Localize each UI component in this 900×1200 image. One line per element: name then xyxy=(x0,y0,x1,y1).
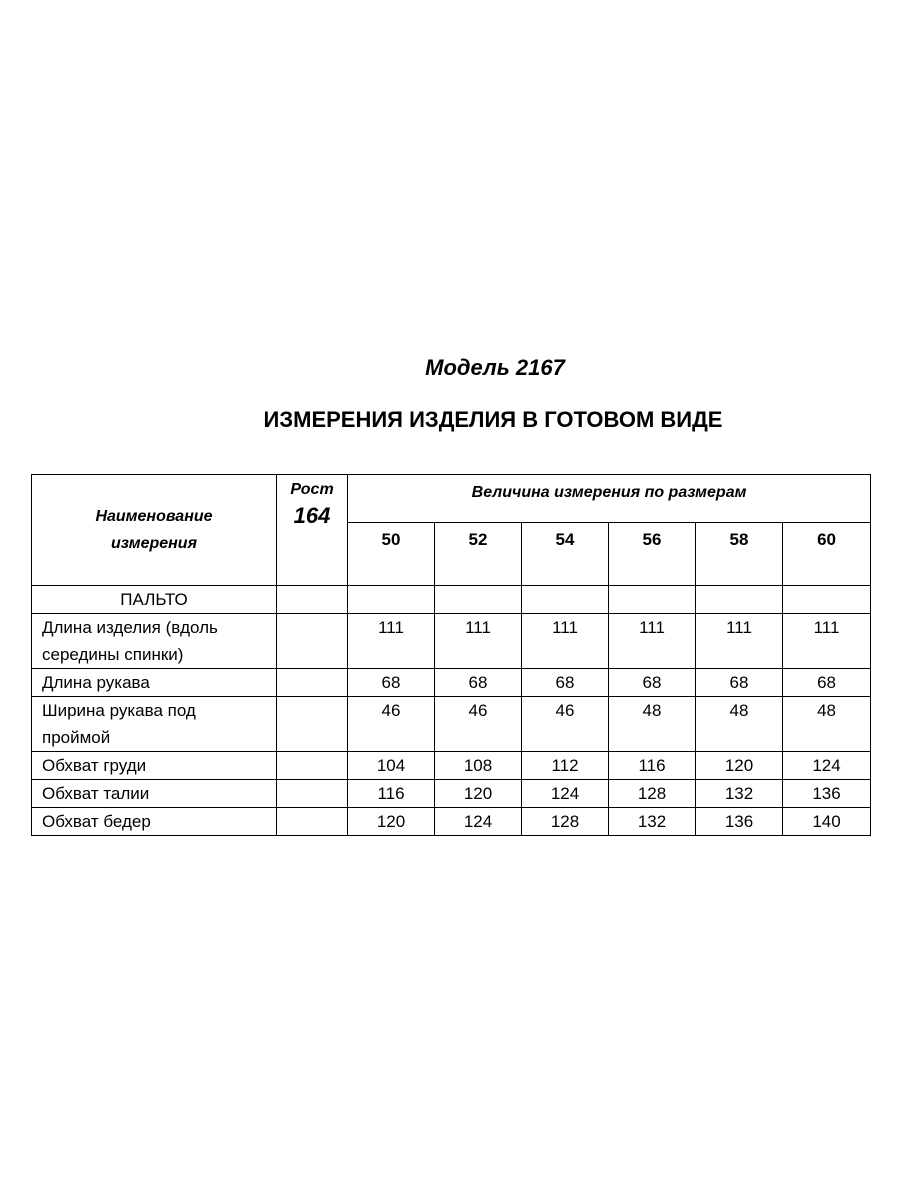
height-label: Рост xyxy=(290,481,334,498)
value-cell: 120 xyxy=(696,752,783,780)
value-cell: 120 xyxy=(435,780,522,808)
height-cell xyxy=(277,780,348,808)
measurement-name-line1: Ширина рукава под xyxy=(42,701,196,720)
height-header xyxy=(277,475,348,586)
measurement-name xyxy=(32,614,277,669)
value-cell: 48 xyxy=(783,697,871,752)
value-cell: 68 xyxy=(783,669,871,697)
section-label: ПАЛЬТО xyxy=(32,586,277,614)
table-row xyxy=(32,808,871,836)
table-row xyxy=(32,752,871,780)
value-cell: 111 xyxy=(696,614,783,669)
measurements-table xyxy=(31,474,871,836)
measurement-name: Обхват груди xyxy=(32,752,277,780)
size-header-cell: 52 xyxy=(435,523,522,586)
size-header-cell: 50 xyxy=(348,523,435,586)
empty-cell xyxy=(277,586,348,614)
measurement-name: Обхват талии xyxy=(32,780,277,808)
value-cell: 124 xyxy=(435,808,522,836)
value-cell: 68 xyxy=(348,669,435,697)
measurement-name: Длина рукава xyxy=(32,669,277,697)
height-cell xyxy=(277,752,348,780)
value-cell: 136 xyxy=(783,780,871,808)
value-cell: 108 xyxy=(435,752,522,780)
measurement-name-line2: середины спинки) xyxy=(42,645,184,664)
value-cell: 104 xyxy=(348,752,435,780)
value-cell: 68 xyxy=(696,669,783,697)
value-cell: 112 xyxy=(522,752,609,780)
size-header-cell: 58 xyxy=(696,523,783,586)
model-title: Модель 2167 xyxy=(425,355,565,380)
empty-cell xyxy=(696,586,783,614)
value-cell: 111 xyxy=(435,614,522,669)
table-row xyxy=(32,697,871,752)
value-cell: 116 xyxy=(348,780,435,808)
height-cell xyxy=(277,614,348,669)
value-cell: 140 xyxy=(783,808,871,836)
size-header-cell: 60 xyxy=(783,523,871,586)
value-cell: 136 xyxy=(696,808,783,836)
value-cell: 124 xyxy=(522,780,609,808)
value-cell: 128 xyxy=(609,780,696,808)
document-title: ИЗМЕРЕНИЯ ИЗДЕЛИЯ В ГОТОВОМ ВИДЕ xyxy=(263,407,723,432)
value-cell: 68 xyxy=(609,669,696,697)
value-cell: 68 xyxy=(522,669,609,697)
empty-cell xyxy=(348,586,435,614)
value-cell: 46 xyxy=(435,697,522,752)
value-cell: 132 xyxy=(696,780,783,808)
value-cell: 111 xyxy=(522,614,609,669)
empty-cell xyxy=(783,586,871,614)
value-cell: 48 xyxy=(609,697,696,752)
empty-cell xyxy=(522,586,609,614)
value-cell: 124 xyxy=(783,752,871,780)
value-cell: 120 xyxy=(348,808,435,836)
height-cell xyxy=(277,669,348,697)
value-cell: 132 xyxy=(609,808,696,836)
measurement-name xyxy=(32,697,277,752)
measurement-name-line1: Длина изделия (вдоль xyxy=(42,618,218,637)
measurement-name: Обхват бедер xyxy=(32,808,277,836)
empty-cell xyxy=(609,586,696,614)
size-header-cell: 54 xyxy=(522,523,609,586)
value-cell: 46 xyxy=(348,697,435,752)
table-row xyxy=(32,614,871,669)
value-cell: 48 xyxy=(696,697,783,752)
value-cell: 46 xyxy=(522,697,609,752)
value-cell: 68 xyxy=(435,669,522,697)
table-row xyxy=(32,780,871,808)
value-cell: 128 xyxy=(522,808,609,836)
value-cell: 116 xyxy=(609,752,696,780)
measurement-name-header xyxy=(32,475,277,586)
section-row xyxy=(32,586,871,614)
measurement-name-line2: проймой xyxy=(42,728,111,747)
height-cell xyxy=(277,808,348,836)
value-cell: 111 xyxy=(783,614,871,669)
measurement-name-header-line1: Наименование xyxy=(95,508,213,525)
table-row xyxy=(32,669,871,697)
sizes-header: Величина измерения по размерам xyxy=(348,475,871,523)
value-cell: 111 xyxy=(609,614,696,669)
measurement-name-header-line2: измерения xyxy=(111,535,197,552)
size-header-cell: 56 xyxy=(609,523,696,586)
value-cell: 111 xyxy=(348,614,435,669)
height-cell xyxy=(277,697,348,752)
height-value: 164 xyxy=(293,503,331,528)
empty-cell xyxy=(435,586,522,614)
